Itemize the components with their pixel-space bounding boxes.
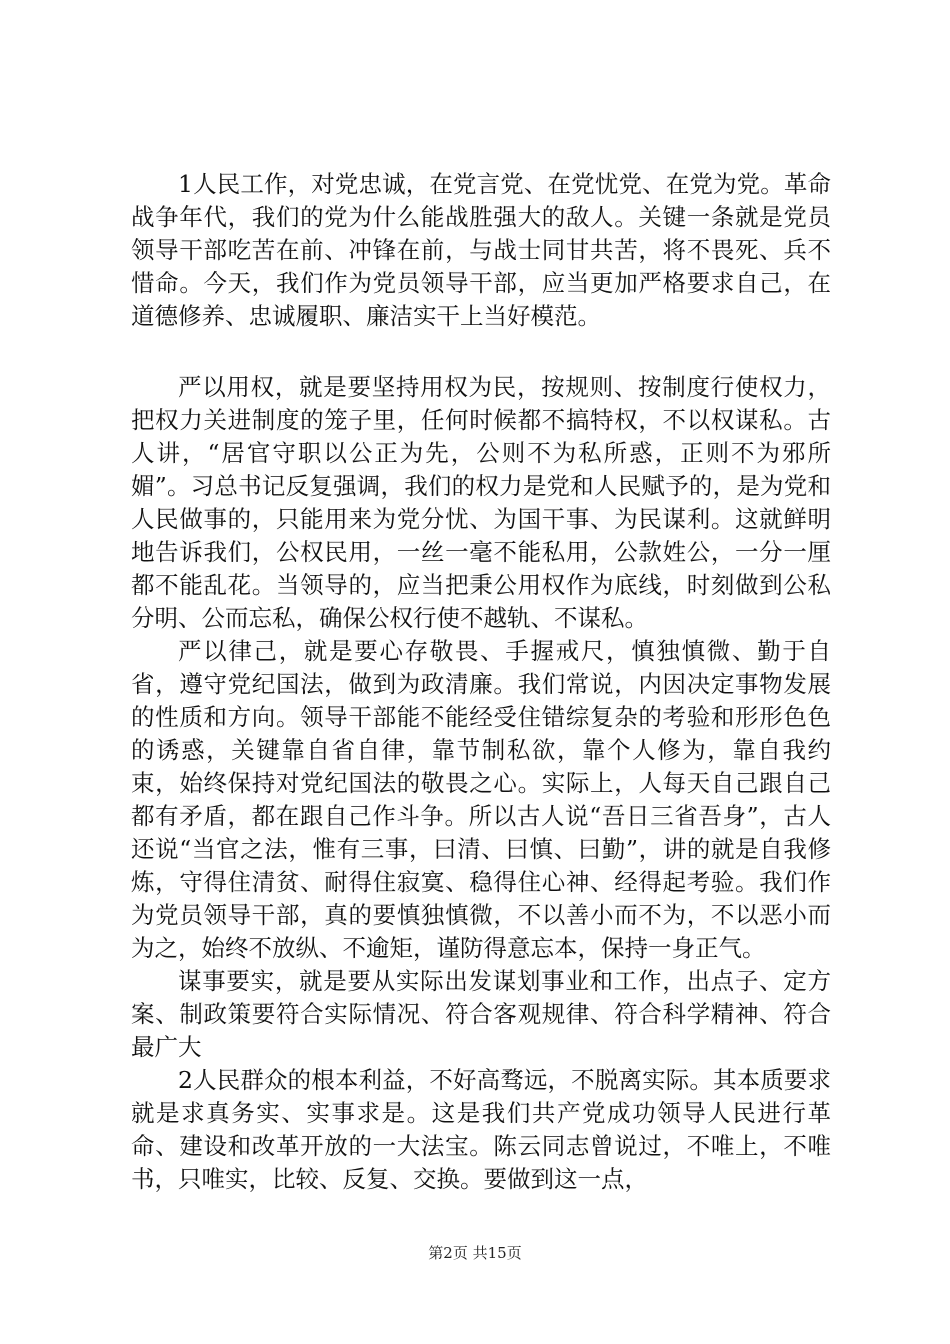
paragraph-4: 谋事要实，就是要从实际出发谋划事业和工作，出点子、定方案、制政策要符合实际情况、符合客观规律、符合科学精神、符合最广大	[131, 967, 831, 1061]
paragraph-gap	[131, 333, 831, 371]
paragraph-1: 1人民工作，对党忠诚，在党言党、在党忧党、在党为党。革命战争年代，我们的党为什么能战胜强大的敌人。关键一条就是党员领导干部吃苦在前、冲锋在前，与战士同甘共苦，将不畏死、兵不惜命。今天，我们作为党员领导干部，应当更加严格要求自己，在道德修养、忠诚履职、廉洁实干上当好模范。	[131, 170, 831, 330]
paragraph-3: 严以律己，就是要心存敬畏、手握戒尺，慎独慎微、勤于自省，遵守党纪国法，做到为政清廉。我们常说，内因决定事物发展的性质和方向。领导干部能不能经受住错综复杂的考验和形形色色的诱惑，关键靠自省自律，靠节制私欲，靠个人修为，靠自我约束，始终保持对党纪国法的敬畏之心。实际上，人每天自己跟自己都有矛盾，都在跟自己作斗争。所以古人说“吾日三省吾身”，古人还说“当官之法，惟有三事，曰清、曰慎、曰勤”，讲的就是自我修炼，守得住清贫、耐得住寂寞、稳得住心神、经得起考验。我们作为党员领导干部，真的要慎独慎微，不以善小而不为，不以恶小而为之，始终不放纵、不逾矩，谨防得意忘本，保持一身正气。	[131, 637, 831, 962]
paragraph-2: 严以用权，就是要坚持用权为民，按规则、按制度行使权力，把权力关进制度的笼子里，任何时候都不搞特权，不以权谋私。古人讲，“居官守职以公正为先，公则不为私所惑，正则不为邪所媚”。习总书记反复强调，我们的权力是党和人民赋予的，是为党和人民做事的，只能用来为党分忧、为国干事、为民谋利。这就鲜明地告诉我们，公权民用，一丝一毫不能私用，公款姓公，一分一厘都不能乱花。当领导的，应当把秉公用权作为底线，时刻做到公私分明、公而忘私，确保公权行使不越轨、不谋私。	[131, 373, 831, 632]
page-footer: 第2页 共15页	[428, 1244, 522, 1262]
paragraph-5: 2人民群众的根本利益，不好高骛远，不脱离实际。其本质要求就是求真务实、实事求是。这是我们共产党成功领导人民进行革命、建设和改革开放的一大法宝。陈云同志曾说过，不唯上，不唯书，只唯实，比较、反复、交换。要做到这一点，	[131, 1066, 831, 1193]
document-body	[131, 168, 831, 1196]
